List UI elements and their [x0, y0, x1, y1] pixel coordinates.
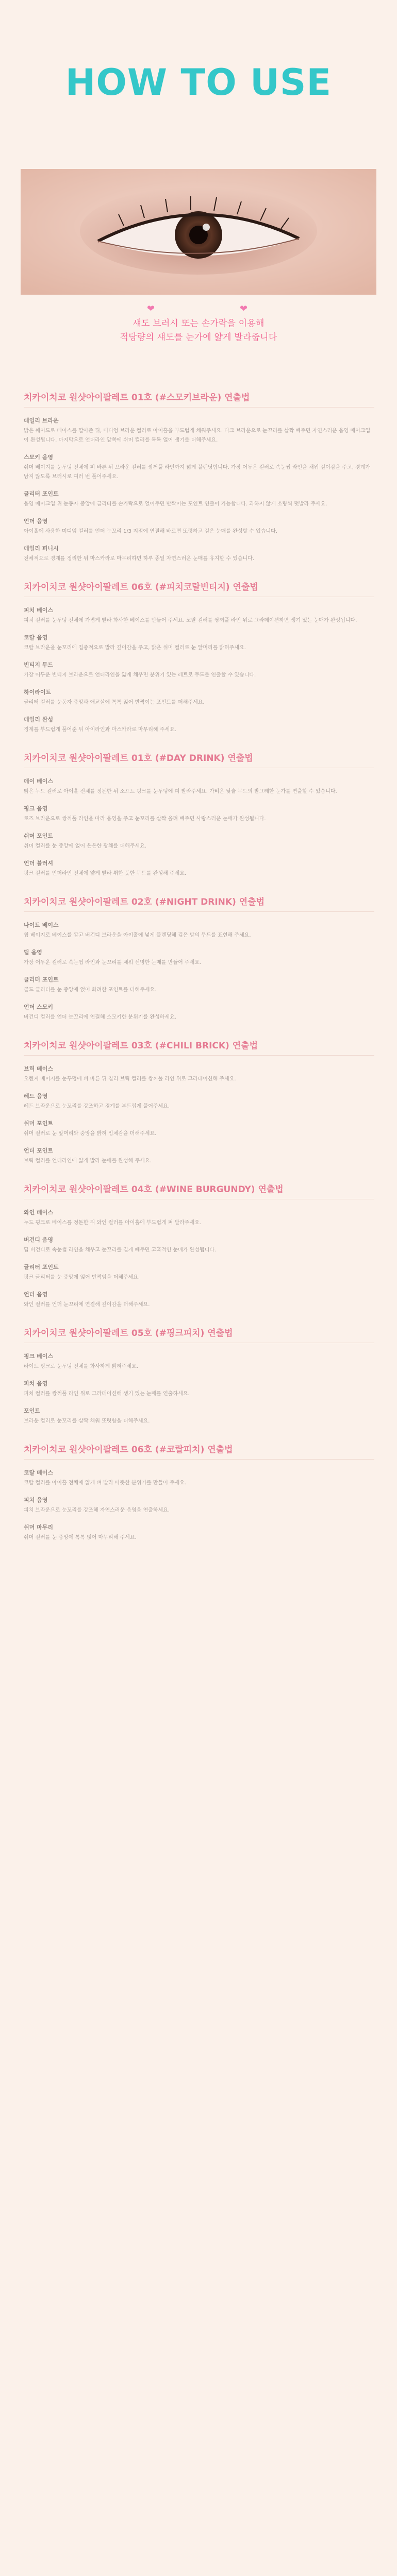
look-item — [24, 688, 374, 707]
section-title: 치카이치코 원샷아이팔레트 03호 (#CHILI BRICK) 연출법 — [24, 1041, 258, 1051]
section-divider — [24, 1055, 374, 1056]
palette-section — [24, 896, 374, 1022]
look-item — [24, 1496, 374, 1515]
look-description: 음영 메이크업 위 눈동자 중앙에 글리터를 손가락으로 얹어주면 반짝이는 포인트 연출이 가능합니다. 과하지 않게 소량씩 덧발라 주세요. — [24, 501, 327, 507]
section-divider — [24, 407, 374, 408]
look-title: 글리터 포인트 — [24, 976, 59, 983]
look-description: 라이트 핑크로 눈두덩 전체를 화사하게 밝혀주세요. — [24, 1364, 138, 1369]
look-description: 코랄 컬러를 아이홀 전체에 얇게 펴 발라 따뜻한 분위기를 만들어 주세요. — [24, 1480, 187, 1486]
eye-illustration — [21, 169, 376, 295]
section-divider — [24, 1459, 374, 1460]
look-item — [24, 490, 374, 509]
look-title: 피치 음영 — [24, 1497, 48, 1503]
look-item — [24, 1469, 374, 1488]
section-title: 치카이치코 원샷아이팔레트 01호 (#DAY DRINK) 연출법 — [24, 753, 253, 764]
look-description: 쉬머 컬러로 눈 앞머리와 중앙을 밝혀 입체감을 더해주세요. — [24, 1131, 157, 1137]
look-title: 핑크 음영 — [24, 805, 48, 812]
section-title: 치카이치코 원샷아이팔레트 06호 (#피치코랄빈티지) 연출법 — [24, 582, 258, 592]
palette-section — [24, 1040, 374, 1166]
look-item — [24, 1380, 374, 1399]
look-description: 가장 어두운 빈티지 브라운으로 언더라인을 얇게 채우면 분위기 있는 레트로 무드를 연출할 수 있습니다. — [24, 672, 256, 678]
look-title: 하이라이트 — [24, 689, 52, 696]
look-title: 와인 베이스 — [24, 1209, 53, 1216]
look-item — [24, 417, 374, 445]
look-title: 브릭 베이스 — [24, 1065, 53, 1072]
section-title: 치카이치코 원샷아이팔레트 01호 (#스모키브라운) 연출법 — [24, 393, 250, 403]
palette-section — [24, 1444, 374, 1543]
look-title: 빈티지 무드 — [24, 662, 53, 668]
look-title: 언더 스모키 — [24, 1004, 53, 1010]
palette-section — [24, 581, 374, 735]
look-item — [24, 832, 374, 851]
look-title: 언더 블러셔 — [24, 860, 53, 867]
look-item — [24, 1092, 374, 1111]
look-item — [24, 661, 374, 680]
look-title: 버건디 음영 — [24, 1236, 53, 1243]
look-title: 데이 베이스 — [24, 778, 53, 785]
look-title: 언더 포인트 — [24, 1147, 53, 1154]
look-item — [24, 634, 374, 653]
look-description: 오렌지 베이지를 눈두덩에 펴 바른 뒤 칠리 브릭 컬러를 쌍꺼풀 라인 위로 그라데이션해 주세요. — [24, 1076, 236, 1082]
caption-line: 적당량의 섀도를 눈가에 얇게 발라줍니다 — [120, 332, 277, 343]
look-item — [24, 1263, 374, 1282]
look-description: 브라운 컬러로 눈꼬리를 살짝 채워 또렷함을 더해주세요. — [24, 1418, 150, 1424]
look-description: 밝은 쉐이드로 베이스를 깔아준 뒤, 미디엄 브라운 컬러로 아이홀을 부드럽게 채워주세요. 다크 브라운으로 눈꼬리를 살짝 빼주면 자연스러운 음영 메이크업이 완성됩니다. 마지막으로 언더라인 앞쪽에 쉬머 컬러를 톡톡 얹어 생기를 더해주세요. — [24, 428, 371, 443]
section-title: 치카이치코 원샷아이팔레트 04호 (#WINE BURGUNDY) 연출법 — [24, 1184, 284, 1195]
look-title: 데일리 완성 — [24, 716, 53, 723]
look-item — [24, 1407, 374, 1426]
look-description: 쉬머 컬러를 눈 중앙에 톡톡 얹어 마무리해 주세요. — [24, 1535, 137, 1540]
section-title: 치카이치코 원샷아이팔레트 05호 (#핑크피치) 연출법 — [24, 1328, 233, 1338]
look-description: 웜 베이지로 베이스를 깔고 버건디 브라운을 아이홀에 넓게 블렌딩해 깊은 밤의 무드를 표현해 주세요. — [24, 933, 251, 938]
look-item — [24, 805, 374, 824]
look-description: 핑크 컬러를 언더라인 전체에 얇게 발라 취한 듯한 무드를 완성해 주세요. — [24, 871, 187, 876]
look-description: 딥 버건디로 속눈썹 라인을 채우고 눈꼬리를 길게 빼주면 고혹적인 눈매가 완성됩니다. — [24, 1247, 217, 1253]
look-description: 피치 브라운으로 눈꼬리를 강조해 자연스러운 음영을 연출하세요. — [24, 1507, 170, 1513]
look-description: 버건디 컬러를 언더 눈꼬리에 연결해 스모키한 분위기를 완성하세요. — [24, 1014, 176, 1020]
look-title: 데일리 브라운 — [24, 417, 59, 424]
section-title: 치카이치코 원샷아이팔레트 06호 (#코랄피치) 연출법 — [24, 1445, 233, 1455]
look-title: 나이트 베이스 — [24, 922, 59, 928]
look-item — [24, 606, 374, 625]
look-description: 브릭 컬러를 언더라인에 얇게 발라 눈매를 완성해 주세요. — [24, 1158, 152, 1164]
look-title: 포인트 — [24, 1408, 40, 1414]
look-description: 로즈 브라운으로 쌍꺼풀 라인을 따라 음영을 주고 눈꼬리를 살짝 올려 빼주면 사랑스러운 눈매가 완성됩니다. — [24, 816, 266, 822]
look-title: 쉬머 포인트 — [24, 1120, 53, 1127]
look-title: 쉬머 포인트 — [24, 833, 53, 839]
look-title: 레드 음영 — [24, 1093, 48, 1099]
look-item — [24, 921, 374, 940]
look-item — [24, 545, 374, 564]
look-item — [24, 1120, 374, 1139]
look-item — [24, 1065, 374, 1084]
look-description: 핑크 글리터를 눈 중앙에 얹어 반짝임을 더해주세요. — [24, 1275, 140, 1280]
look-description: 글리터 컬러를 눈동자 중앙과 애교살에 톡톡 얹어 반짝이는 포인트를 더해주세요. — [24, 700, 205, 705]
look-title: 데일리 피니시 — [24, 545, 59, 552]
look-description: 아이홀에 사용한 미디엄 컬러를 언더 눈꼬리 1/3 지점에 연결해 바르면 또렷하고 깊은 눈매를 완성할 수 있습니다. — [24, 529, 277, 534]
look-title: 쉬머 마무리 — [24, 1524, 53, 1531]
look-item — [24, 976, 374, 995]
look-title: 피치 베이스 — [24, 607, 53, 614]
look-title: 글리터 포인트 — [24, 490, 59, 497]
look-description: 누드 핑크로 베이스를 정돈한 뒤 와인 컬러를 아이홀에 부드럽게 펴 발라주세요. — [24, 1220, 202, 1226]
look-description: 전체적으로 경계를 정리한 뒤 마스카라로 마무리하면 하루 종일 자연스러운 눈매를 유지할 수 있습니다. — [24, 556, 255, 562]
look-item — [24, 1209, 374, 1228]
look-item — [24, 1003, 374, 1022]
look-title: 코랄 음영 — [24, 634, 48, 641]
look-title: 코랄 베이스 — [24, 1469, 53, 1476]
look-item — [24, 777, 374, 796]
look-description: 코랄 브라운을 눈꼬리에 집중적으로 발라 깊이감을 주고, 밝은 쉬머 컬러로 눈 앞머리를 밝혀주세요. — [24, 645, 246, 651]
look-item — [24, 1291, 374, 1310]
look-item — [24, 1352, 374, 1371]
look-item — [24, 948, 374, 968]
palette-section — [24, 752, 374, 878]
eye-makeup-photo — [21, 169, 376, 295]
caption-line: 섀도 브러시 또는 손가락을 이용해 — [133, 318, 264, 329]
look-description: 밝은 누드 컬러로 아이홀 전체를 정돈한 뒤 소프트 핑크를 눈두덩에 펴 발라주세요. 가벼운 낮술 무드의 발그레한 눈가를 연출할 수 있습니다. — [24, 789, 337, 794]
look-item — [24, 716, 374, 735]
look-title: 스모키 음영 — [24, 454, 53, 461]
look-item — [24, 1147, 374, 1166]
palette-section — [24, 392, 374, 564]
page-title: HOW TO USE — [65, 61, 332, 104]
look-description: 피치 컬러를 쌍꺼풀 라인 위로 그라데이션해 생기 있는 눈매를 연출하세요. — [24, 1391, 190, 1397]
section-title: 치카이치코 원샷아이팔레트 02호 (#NIGHT DRINK) 연출법 — [24, 897, 265, 907]
look-description: 와인 컬러를 언더 눈꼬리에 연결해 깊이감을 더해주세요. — [24, 1302, 150, 1308]
palette-section — [24, 1183, 374, 1310]
heart-icon: ❤ — [147, 303, 155, 314]
look-description: 경계를 부드럽게 풀어준 뒤 아이라인과 마스카라로 마무리해 주세요. — [24, 727, 176, 733]
look-title: 딥 음영 — [24, 949, 42, 956]
look-description: 가장 어두운 컬러로 속눈썹 라인과 눈꼬리를 채워 선명한 눈매를 만들어 주세요. — [24, 960, 202, 965]
look-description: 레드 브라운으로 눈꼬리를 강조하고 경계를 부드럽게 풀어주세요. — [24, 1104, 170, 1109]
look-title: 언더 음영 — [24, 518, 48, 524]
usage-caption — [0, 317, 397, 345]
look-title: 피치 음영 — [24, 1380, 48, 1387]
heart-icon: ❤ — [240, 303, 248, 314]
look-item — [24, 453, 374, 482]
look-title: 글리터 포인트 — [24, 1264, 59, 1270]
look-description: 피치 컬러를 눈두덩 전체에 가볍게 발라 화사한 베이스를 만들어 주세요. 코랄 컬러를 쌍꺼풀 라인 위로 그라데이션하면 생기 있는 눈매가 완성됩니다. — [24, 618, 357, 623]
look-description: 골드 글리터를 눈 중앙에 얹어 화려한 포인트를 더해주세요. — [24, 987, 157, 993]
look-item — [24, 517, 374, 536]
look-item — [24, 859, 374, 878]
look-item — [24, 1523, 374, 1543]
section-divider — [24, 911, 374, 912]
look-title: 언더 음영 — [24, 1291, 48, 1298]
look-title: 핑크 베이스 — [24, 1353, 53, 1360]
instruction-sections — [24, 392, 374, 1560]
look-description: 쉬머 베이지를 눈두덩 전체에 펴 바른 뒤 브라운 컬러를 쌍꺼풀 라인까지 넓게 블렌딩합니다. 가장 어두운 컬러로 속눈썹 라인을 채워 깊이감을 주고, 경계가 남지 않도록 브러시로 여러 번 풀어주세요. — [24, 465, 371, 480]
look-description: 쉬머 컬러를 눈 중앙에 얹어 은은한 광채를 더해주세요. — [24, 843, 146, 849]
look-item — [24, 1236, 374, 1255]
palette-section — [24, 1327, 374, 1426]
